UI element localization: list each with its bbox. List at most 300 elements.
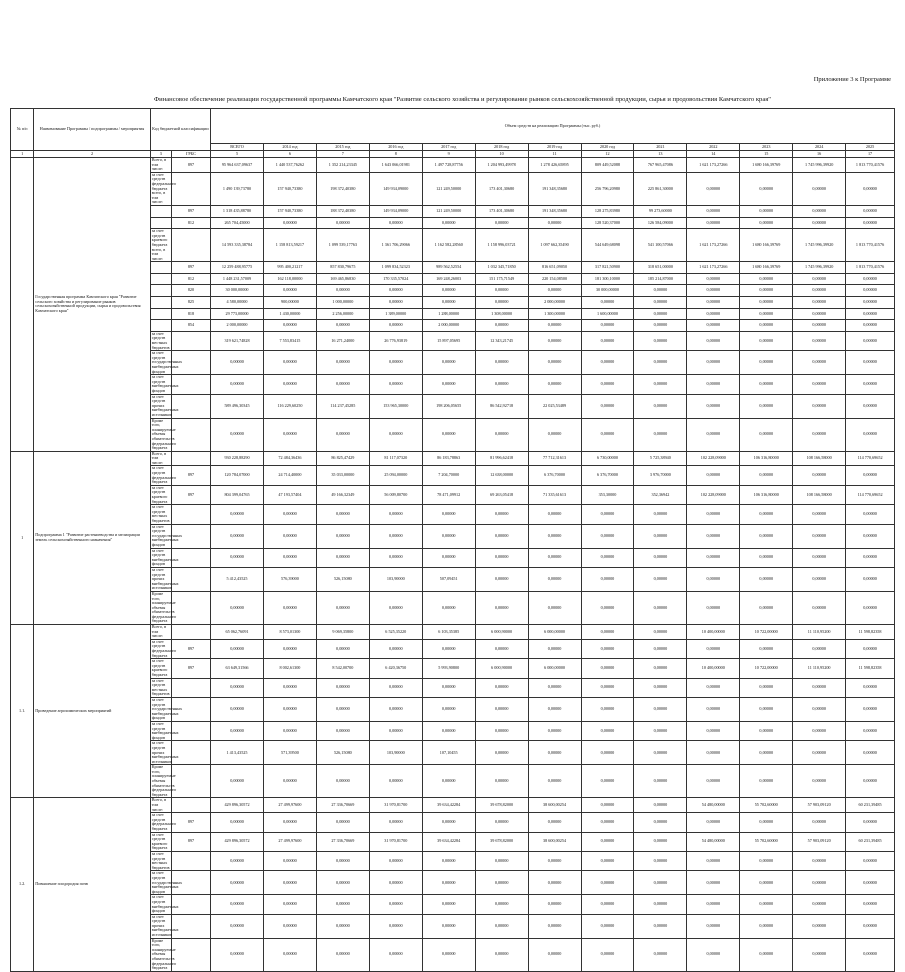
section-name: Проведение агрохимических мероприятий xyxy=(34,625,150,798)
header-year: 2017 год xyxy=(422,144,475,151)
amount-cell: 1 000,00000 xyxy=(316,297,369,309)
amount-cell: 576,39000 xyxy=(263,567,316,591)
amount-cell: 0,00000 xyxy=(846,721,895,740)
amount-cell: 86 542,92718 xyxy=(475,394,528,418)
grbs-code: 897 xyxy=(171,158,210,173)
amount-cell: 318 651,00000 xyxy=(634,262,687,274)
amount-cell: 0,00000 xyxy=(634,625,687,640)
amount-cell: 0,00000 xyxy=(528,217,581,229)
finance-table xyxy=(10,108,895,972)
amount-cell: 0,00000 xyxy=(846,308,895,320)
amount-cell: 0,00000 xyxy=(687,938,740,971)
amount-cell: 0,00000 xyxy=(369,871,422,895)
grbs-code: 897 xyxy=(171,485,210,504)
amount-cell: 0,00000 xyxy=(581,678,634,697)
amount-cell: 0,00000 xyxy=(263,591,316,624)
amount-cell: 0,00000 xyxy=(846,172,895,205)
amount-cell: 0,00000 xyxy=(211,524,264,548)
amount-cell: 107,10455 xyxy=(422,741,475,765)
amount-cell: 0,00000 xyxy=(369,765,422,798)
amount-cell: 0,00000 xyxy=(793,466,846,485)
amount-cell: 60 231,39485 xyxy=(846,798,895,813)
amount-cell: 114 770,69652 xyxy=(846,485,895,504)
amount-cell: 198 206,05655 xyxy=(422,394,475,418)
amount-cell: 55 702,60000 xyxy=(740,832,793,851)
amount-cell: 72 484,36436 xyxy=(263,451,316,466)
amount-cell: 16 271,24000 xyxy=(316,331,369,350)
amount-cell: 0,00000 xyxy=(687,914,740,938)
amount-cell: 1 813 770,41576 xyxy=(846,262,895,274)
amount-cell: 0,00000 xyxy=(316,375,369,394)
amount-cell: 0,00000 xyxy=(528,320,581,332)
amount-cell: 0,00000 xyxy=(793,375,846,394)
appendix-label: Приложение 3 к Программе xyxy=(813,76,891,83)
amount-cell: 0,00000 xyxy=(316,895,369,914)
amount-cell: 0,00000 xyxy=(475,741,528,765)
amount-cell: 71 335,61613 xyxy=(528,485,581,504)
amount-cell: 0,00000 xyxy=(634,741,687,765)
amount-cell: 121 249,50000 xyxy=(422,172,475,205)
header-kbk: Код бюджетной классификации xyxy=(150,109,210,151)
amount-cell: 1 361 706,29066 xyxy=(369,229,422,262)
amount-cell: 526,15080 xyxy=(316,567,369,591)
amount-cell: 220 154,08500 xyxy=(528,273,581,285)
amount-cell: 60 231,39485 xyxy=(846,832,895,851)
grbs-code: 812 xyxy=(171,217,210,229)
amount-cell: 0,00000 xyxy=(793,914,846,938)
amount-cell: 10 722,00000 xyxy=(740,659,793,678)
grbs-code xyxy=(171,591,210,624)
amount-cell: 0,00000 xyxy=(528,895,581,914)
amount-cell: 0,00000 xyxy=(316,871,369,895)
amount-cell: 27 336,70669 xyxy=(316,798,369,813)
amount-cell: 0,00000 xyxy=(211,851,264,870)
grbs-code: 897 xyxy=(171,813,210,832)
amount-cell: 56 009,80700 xyxy=(369,485,422,504)
amount-cell: 526,15080 xyxy=(316,741,369,765)
amount-cell: 8 542,00700 xyxy=(316,659,369,678)
amount-cell: 1 680 166,39769 xyxy=(740,229,793,262)
header-index: 16 xyxy=(793,151,846,158)
amount-cell: 0,00000 xyxy=(740,285,793,297)
amount-cell: 0,00000 xyxy=(740,851,793,870)
amount-cell: 7 553,83415 xyxy=(263,331,316,350)
amount-cell: 0,00000 xyxy=(740,813,793,832)
amount-cell: 0,00000 xyxy=(316,813,369,832)
amount-cell: 0,00000 xyxy=(740,217,793,229)
amount-cell: 0,00000 xyxy=(475,765,528,798)
amount-cell: 0,00000 xyxy=(793,172,846,205)
amount-cell: 0,00000 xyxy=(740,548,793,567)
funding-source-label xyxy=(150,297,171,309)
amount-cell: 0,00000 xyxy=(740,331,793,350)
header-index: 15 xyxy=(740,151,793,158)
amount-cell: 0,00000 xyxy=(581,938,634,971)
amount-cell: 10 400,00000 xyxy=(687,659,740,678)
amount-cell: 126 584,09000 xyxy=(634,217,687,229)
amount-cell: 0,00000 xyxy=(687,217,740,229)
funding-source-label: за счет средств краевого бюджета xyxy=(150,832,171,851)
amount-cell: 0,00000 xyxy=(740,524,793,548)
amount-cell: 0,00000 xyxy=(528,871,581,895)
amount-cell: 0,00000 xyxy=(634,351,687,375)
amount-cell: 0,00000 xyxy=(793,678,846,697)
funding-source-label: за счет средств внебюджетных фондов xyxy=(151,547,179,567)
funding-source-label: Всего, в том числе: xyxy=(150,451,171,466)
grbs-code: 812 xyxy=(171,273,210,285)
amount-cell: 1 745 996,39920 xyxy=(793,262,846,274)
grbs-code xyxy=(171,505,210,524)
amount-cell: 0,00000 xyxy=(740,394,793,418)
amount-cell: 0,00000 xyxy=(793,273,846,285)
grbs-code xyxy=(171,765,210,798)
amount-cell: 0,00000 xyxy=(422,217,475,229)
amount-cell: 0,00000 xyxy=(528,914,581,938)
funding-source-label: Всего, в том числе: xyxy=(150,798,171,813)
amount-cell: 153 965,30000 xyxy=(369,394,422,418)
amount-cell: 2 256,00000 xyxy=(316,308,369,320)
amount-cell: 0,00000 xyxy=(475,591,528,624)
amount-cell: 0,00000 xyxy=(687,351,740,375)
amount-cell: 0,00000 xyxy=(528,524,581,548)
grbs-code xyxy=(171,418,210,451)
amount-cell: 0,00000 xyxy=(528,678,581,697)
table-row xyxy=(11,625,895,640)
amount-cell: 0,00000 xyxy=(369,721,422,740)
amount-cell: 0,00000 xyxy=(528,741,581,765)
amount-cell: 0,00000 xyxy=(263,217,316,229)
amount-cell: 0,00000 xyxy=(740,871,793,895)
amount-cell: 6 000,90000 xyxy=(475,659,528,678)
amount-cell: 108 166,58000 xyxy=(793,485,846,504)
amount-cell: 6 730,00000 xyxy=(581,451,634,466)
amount-cell: 27 499,97600 xyxy=(263,798,316,813)
amount-cell: 0,00000 xyxy=(740,895,793,914)
amount-cell: 77 712,31613 xyxy=(528,451,581,466)
amount-cell: 0,00000 xyxy=(211,639,264,658)
amount-cell: 0,00000 xyxy=(634,297,687,309)
funding-source-label: за счет средств прочих внебюджетных источников xyxy=(151,393,179,417)
amount-cell: 0,00000 xyxy=(475,895,528,914)
amount-cell: 0,00000 xyxy=(422,375,475,394)
amount-cell: 10 722,00000 xyxy=(740,625,793,640)
amount-cell: 1 204 993,49978 xyxy=(475,158,528,173)
amount-cell: 31 970,81700 xyxy=(369,798,422,813)
amount-cell: 103,90000 xyxy=(369,741,422,765)
amount-cell: 151 175,71549 xyxy=(475,273,528,285)
amount-cell: 0,00000 xyxy=(846,351,895,375)
amount-cell: 39 634,42284 xyxy=(422,798,475,813)
amount-cell: 6 000,90000 xyxy=(475,625,528,640)
amount-cell: 0,00000 xyxy=(740,273,793,285)
amount-cell: 0,00000 xyxy=(475,375,528,394)
amount-cell: 1 745 996,39920 xyxy=(793,229,846,262)
header-volume: Объем средств на реализацию Программы (тыс. руб.) xyxy=(211,109,895,144)
amount-cell: 0,00000 xyxy=(634,871,687,895)
amount-cell: 1 490 139,73780 xyxy=(211,172,264,205)
amount-cell: 162 118,00000 xyxy=(263,273,316,285)
amount-cell: 0,00000 xyxy=(846,639,895,658)
funding-source-label: за счет средств федерального бюджета xyxy=(151,638,177,658)
amount-cell: 0,00000 xyxy=(740,297,793,309)
grbs-code xyxy=(171,229,210,262)
amount-cell: 0,00000 xyxy=(687,172,740,205)
table-row xyxy=(11,798,895,813)
header-year: 2016 год xyxy=(369,144,422,151)
amount-cell: 0,00000 xyxy=(475,567,528,591)
amount-cell: 0,00000 xyxy=(316,217,369,229)
amount-cell: 1 643 066,01981 xyxy=(369,158,422,173)
amount-cell: 102 228,09000 xyxy=(687,451,740,466)
header-name: Наименование Программы / подпрограммы / мероприятия xyxy=(34,109,150,151)
amount-cell: 0,00000 xyxy=(846,851,895,870)
funding-source-label xyxy=(150,262,171,274)
amount-cell: 0,00000 xyxy=(316,418,369,451)
amount-cell: 0,00000 xyxy=(316,765,369,798)
amount-cell: 0,00000 xyxy=(528,351,581,375)
amount-cell: 0,00000 xyxy=(475,285,528,297)
amount-cell: 157 940,73380 xyxy=(263,172,316,205)
amount-cell: 0,00000 xyxy=(211,895,264,914)
amount-cell: 0,00000 xyxy=(687,273,740,285)
amount-cell: 1 621 173,27266 xyxy=(687,262,740,274)
amount-cell: 95 964 637,09637 xyxy=(211,158,264,173)
amount-cell: 0,00000 xyxy=(793,567,846,591)
funding-source-label: за счет средств государственных внебюджетных фондов xyxy=(151,350,183,374)
amount-cell: 120 784,07000 xyxy=(211,466,264,485)
amount-cell: 10 400,00000 xyxy=(687,625,740,640)
amount-cell: 0,00000 xyxy=(211,351,264,375)
header-total: ВСЕГО xyxy=(211,144,264,151)
amount-cell: 0,00000 xyxy=(422,721,475,740)
amount-cell: 0,00000 xyxy=(263,375,316,394)
grbs-code: 897 xyxy=(171,262,210,274)
amount-cell: 0,00000 xyxy=(211,505,264,524)
amount-cell: 0,00000 xyxy=(634,659,687,678)
grbs-code xyxy=(171,741,210,765)
funding-source-label xyxy=(150,285,171,297)
amount-cell: 0,00000 xyxy=(475,320,528,332)
amount-cell: 0,00000 xyxy=(422,914,475,938)
amount-cell: 0,00000 xyxy=(581,914,634,938)
section-number: 1.1. xyxy=(11,625,34,798)
funding-source-label: за счет средств краевого бюджета xyxy=(150,485,171,504)
amount-cell: 86 825,47429 xyxy=(316,451,369,466)
amount-cell: 0,00000 xyxy=(263,765,316,798)
amount-cell: 0,00000 xyxy=(528,697,581,721)
amount-cell: 30 000,00000 xyxy=(211,285,264,297)
amount-cell: 0,00000 xyxy=(846,331,895,350)
amount-cell: 185 214,87000 xyxy=(634,273,687,285)
amount-cell: 0,00000 xyxy=(634,721,687,740)
amount-cell: 225 861,30000 xyxy=(634,172,687,205)
amount-cell: 0,00000 xyxy=(422,639,475,658)
amount-cell: 27 499,97600 xyxy=(263,832,316,851)
amount-cell: 15 897,05695 xyxy=(422,331,475,350)
amount-cell: 0,00000 xyxy=(211,813,264,832)
amount-cell: 0,00000 xyxy=(475,639,528,658)
amount-cell: 0,00000 xyxy=(687,394,740,418)
amount-cell: 0,00000 xyxy=(422,418,475,451)
grbs-code: 897 xyxy=(171,639,210,658)
amount-cell: 149 934,09000 xyxy=(369,205,422,217)
amount-cell: 0,00000 xyxy=(846,914,895,938)
amount-cell: 0,00000 xyxy=(211,697,264,721)
amount-cell: 0,00000 xyxy=(634,505,687,524)
amount-cell: 2 000,00000 xyxy=(211,320,264,332)
amount-cell: 0,00000 xyxy=(475,721,528,740)
grbs-code xyxy=(171,172,210,205)
grbs-code: 897 xyxy=(171,205,210,217)
amount-cell: 0,00000 xyxy=(687,591,740,624)
amount-cell: 54 480,00000 xyxy=(687,798,740,813)
amount-cell: 49 166,32349 xyxy=(316,485,369,504)
amount-cell: 2 000,00000 xyxy=(528,297,581,309)
amount-cell: 0,00000 xyxy=(316,938,369,971)
header-index: 11 xyxy=(528,151,581,158)
amount-cell: 8 002,61300 xyxy=(263,659,316,678)
amount-cell: 0,00000 xyxy=(634,938,687,971)
amount-cell: 0,00000 xyxy=(211,418,264,451)
amount-cell: 0,00000 xyxy=(687,721,740,740)
amount-cell: 0,00000 xyxy=(687,567,740,591)
amount-cell: 0,00000 xyxy=(634,591,687,624)
funding-source-label: за счет средств местных бюджетов xyxy=(151,850,170,870)
header-year: 2024 xyxy=(793,144,846,151)
amount-cell: 0,00000 xyxy=(687,466,740,485)
amount-cell: 0,00000 xyxy=(581,297,634,309)
amount-cell: 0,00000 xyxy=(263,639,316,658)
amount-cell: 0,00000 xyxy=(634,331,687,350)
amount-cell: 0,00000 xyxy=(740,308,793,320)
amount-cell: 121 249,50000 xyxy=(422,205,475,217)
funding-source-label: за счет средств прочих внебюджетных источников xyxy=(151,740,179,764)
funding-source-label xyxy=(150,320,171,332)
amount-cell: 0,00000 xyxy=(687,285,740,297)
funding-source-label: за счет средств прочих внебюджетных источников xyxy=(151,566,179,591)
amount-cell: 0,00000 xyxy=(687,813,740,832)
grbs-code xyxy=(171,625,210,640)
amount-cell: 0,00000 xyxy=(740,765,793,798)
amount-cell: 0,00000 xyxy=(263,505,316,524)
funding-source-label: за счет средств внебюджетных фондов xyxy=(151,374,179,393)
amount-cell: 0,00000 xyxy=(634,548,687,567)
amount-cell: 0,00000 xyxy=(475,938,528,971)
amount-cell: 35 033,00000 xyxy=(316,466,369,485)
amount-cell: 0,00000 xyxy=(740,721,793,740)
amount-cell: 0,00000 xyxy=(475,813,528,832)
amount-cell: 9 069,35800 xyxy=(316,625,369,640)
amount-cell: 353,30000 xyxy=(581,485,634,504)
amount-cell: 0,00000 xyxy=(793,741,846,765)
amount-cell: 0,00000 xyxy=(634,678,687,697)
amount-cell: 0,00000 xyxy=(687,375,740,394)
amount-cell: 1 288,00000 xyxy=(422,308,475,320)
amount-cell: 0,00000 xyxy=(793,721,846,740)
header-year: 2025 xyxy=(846,144,895,151)
funding-source-label: за счет средств внебюджетных фондов xyxy=(151,720,179,740)
amount-cell: 0,00000 xyxy=(581,320,634,332)
amount-cell: 0,00000 xyxy=(634,697,687,721)
amount-cell: 0,00000 xyxy=(475,524,528,548)
amount-cell: 0,00000 xyxy=(422,591,475,624)
funding-source-label: за счет средств краевого бюджета xyxy=(150,659,171,678)
amount-cell: 0,00000 xyxy=(211,871,264,895)
amount-cell: 0,00000 xyxy=(581,505,634,524)
amount-cell: 0,00000 xyxy=(740,466,793,485)
funding-source-label: за счет средств прочих внебюджетных источников xyxy=(151,913,179,938)
amount-cell: 0,00000 xyxy=(581,741,634,765)
amount-cell: 99 273,60000 xyxy=(634,205,687,217)
amount-cell: 114 237,45285 xyxy=(316,394,369,418)
amount-cell: 0,00000 xyxy=(211,678,264,697)
header-year: 2023 xyxy=(740,144,793,151)
amount-cell: 0,00000 xyxy=(793,524,846,548)
amount-cell: 2 000,00000 xyxy=(422,320,475,332)
amount-cell: 0,00000 xyxy=(581,418,634,451)
amount-cell: 0,00000 xyxy=(634,798,687,813)
amount-cell: 0,00000 xyxy=(528,375,581,394)
document-title: Финансовое обеспечение реализации государственной программы Камчатского края "Развитие сельского хозяйства и регулирование рынков сельскохозяйственной продукции, сырья и продовольствия Камчатского края" xyxy=(153,96,772,103)
header-index: 13 xyxy=(634,151,687,158)
amount-cell: 0,00000 xyxy=(475,418,528,451)
amount-cell: 0,00000 xyxy=(846,297,895,309)
grbs-code xyxy=(171,567,210,591)
amount-cell: 65 062,76091 xyxy=(211,625,264,640)
amount-cell: 0,00000 xyxy=(263,697,316,721)
amount-cell: 0,00000 xyxy=(740,567,793,591)
amount-cell: 3 976,70000 xyxy=(634,466,687,485)
funding-source-label xyxy=(150,308,171,320)
amount-cell: 0,00000 xyxy=(687,297,740,309)
amount-cell: 0,00000 xyxy=(634,813,687,832)
amount-cell: 0,00000 xyxy=(369,697,422,721)
amount-cell: 0,00000 xyxy=(793,308,846,320)
amount-cell: 0,00000 xyxy=(316,505,369,524)
amount-cell: 0,00000 xyxy=(369,505,422,524)
amount-cell: 0,00000 xyxy=(634,765,687,798)
section-number: 1.2. xyxy=(11,798,34,971)
amount-cell: 0,00000 xyxy=(634,285,687,297)
funding-source-label: Кроме того, планируемые объемы обязательств федерального бюджета xyxy=(151,937,177,971)
table-row xyxy=(11,451,895,466)
grbs-code: 897 xyxy=(171,832,210,851)
amount-cell: 0,00000 xyxy=(528,591,581,624)
amount-cell: 1 440 537,76262 xyxy=(263,158,316,173)
amount-cell: 31 970,81700 xyxy=(369,832,422,851)
amount-cell: 507,09451 xyxy=(422,567,475,591)
amount-cell: 4 580,00000 xyxy=(211,297,264,309)
section-number xyxy=(11,158,34,452)
amount-cell: 0,00000 xyxy=(581,895,634,914)
amount-cell: 54 480,00000 xyxy=(687,832,740,851)
amount-cell: 857 830,79675 xyxy=(316,262,369,274)
amount-cell: 0,00000 xyxy=(846,938,895,971)
amount-cell: 188 372,40380 xyxy=(316,205,369,217)
amount-cell: 0,00000 xyxy=(263,871,316,895)
amount-cell: 157 940,73380 xyxy=(263,205,316,217)
header-index: 17 xyxy=(846,151,895,158)
amount-cell: 0,00000 xyxy=(846,466,895,485)
amount-cell: 0,00000 xyxy=(846,813,895,832)
amount-cell: 0,00000 xyxy=(316,639,369,658)
amount-cell: 24 714,40000 xyxy=(263,466,316,485)
header-index: 14 xyxy=(687,151,740,158)
amount-cell: 0,00000 xyxy=(740,172,793,205)
amount-cell: 1 600,00000 xyxy=(581,308,634,320)
amount-cell: 0,00000 xyxy=(793,765,846,798)
amount-cell: 1 497 728,87756 xyxy=(422,158,475,173)
